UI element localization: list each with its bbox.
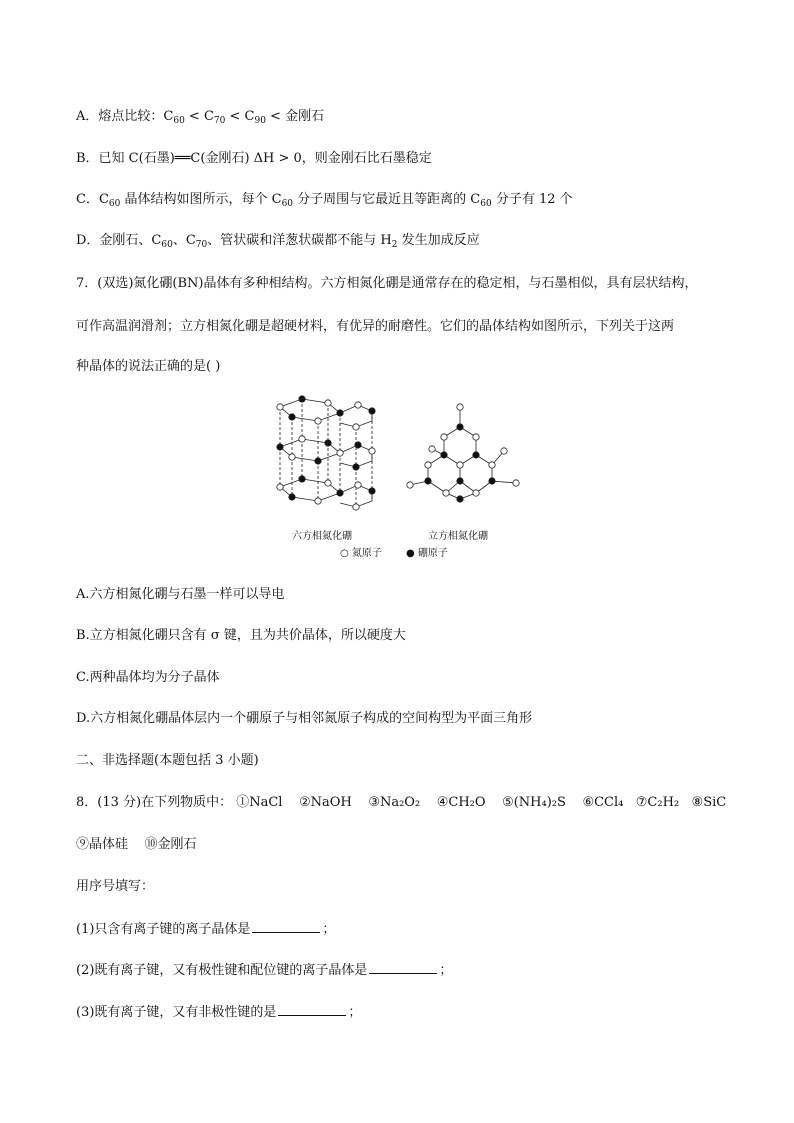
question-8-lead: 8．(13 分)在下列物质中：: [76, 795, 233, 810]
substance-10: ⑩金刚石: [144, 837, 197, 852]
section-heading: 二、非选择题(本题包括 3 小题): [76, 753, 259, 768]
option-7a: A.六方相氮化硼与石墨一样可以导电: [76, 587, 285, 602]
substance-8: ⑧SiC: [691, 795, 727, 810]
crystal-structure-figure: [260, 395, 540, 565]
substance-5: ⑤(NH₄)₂S: [502, 795, 566, 810]
question-7-line1: 7．(双选)氮化硼(BN)晶体有多种相结构。六方相氮化硼是通常存在的稳定相，与石墨相似，具有层状结构，: [76, 276, 698, 291]
option-7b: B.立方相氮化硼只含有 σ 键，且为共价晶体，所以硬度大: [76, 628, 406, 643]
sub-question-2: (2)既有离子键，又有极性键和配位键的离子晶体是 ；: [76, 963, 453, 978]
answer-blank-1[interactable]: [252, 920, 320, 933]
substance-9: ⑨晶体硅: [76, 837, 129, 852]
question-8-items-2: [76, 836, 197, 854]
substance-1: ①NaCl: [236, 795, 283, 810]
question-8-instruction: 用序号填写：: [76, 879, 155, 894]
substance-4: ④CH₂O: [436, 795, 486, 810]
option-6c: C．$C_{60}$ 晶体结构如图所示，每个 $C_{60}$ 分子周围与它最近且等距离的 $C_{60}$ 分子有 12 个: [76, 192, 573, 209]
sub-question-1: (1)只含有离子键的离子晶体是 ；: [76, 922, 336, 937]
legend-boron: ● 硼原子: [406, 548, 448, 559]
bn-structures-drawing: [260, 395, 540, 525]
substance-3: ③Na₂O₂: [368, 795, 421, 810]
cubic-bn-caption: 立方相氮化硼: [428, 531, 488, 542]
option-6d: D．金刚石、$C_{60}$、$C_{70}$、管状碳和洋葱状碳都不能与 $H_2$ 发生加成反应: [76, 233, 480, 250]
sub-question-3: (3)既有离子键，又有非极性键的是 ；: [76, 1005, 362, 1020]
question-8-intro: [76, 794, 726, 812]
answer-blank-3[interactable]: [278, 1003, 346, 1016]
question-7-line3: 种晶体的说法正确的是( ): [76, 359, 221, 374]
legend-nitrogen: ○ 氮原子: [340, 548, 382, 559]
option-7d: D.六方相氮化硼晶体层内一个硼原子与相邻氮原子构成的空间构型为平面三角形: [76, 711, 533, 726]
option-6a: A．熔点比较：$C_{60} < C_{70} < C_{90}$ < 金刚石: [76, 109, 325, 126]
option-6b: B．已知 C(石墨)══C(金刚石) ΔH > 0，则金刚石比石墨稳定: [76, 151, 432, 166]
substance-6: ⑥CCl₄: [582, 795, 624, 810]
hex-bn-caption: 六方相氮化硼: [292, 531, 352, 542]
substance-7: ⑦C₂H₂: [635, 795, 680, 810]
substance-2: ②NaOH: [299, 795, 352, 810]
answer-blank-2[interactable]: [369, 961, 437, 974]
option-7c: C.两种晶体均为分子晶体: [76, 670, 220, 685]
question-7-line2: 可作高温润滑剂；立方相氮化硼是超硬材料，有优异的耐磨性。它们的晶体结构如图所示，下列关于这两: [76, 319, 675, 334]
